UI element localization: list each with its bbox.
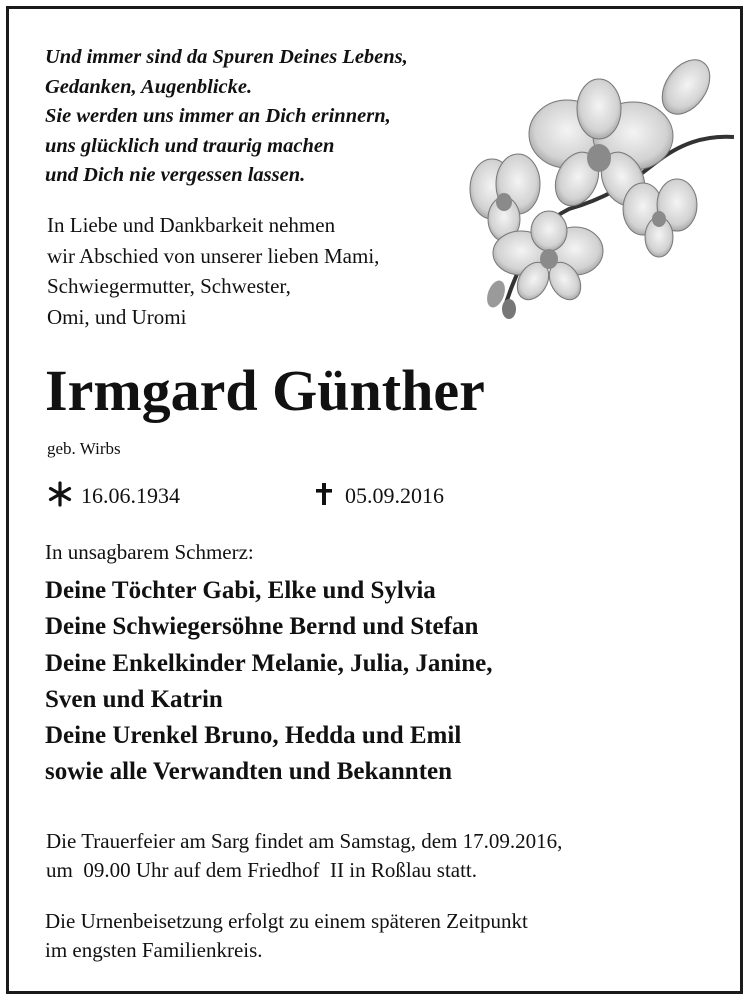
poem-line: uns glücklich und traurig machen: [45, 134, 335, 157]
poem-line: Und immer sind da Spuren Deines Lebens,: [45, 46, 408, 68]
poem-line: und Dich nie vergessen lassen.: [45, 164, 306, 186]
grief-line: In unsagbarem Schmerz:: [45, 540, 254, 564]
birth-date-group: [45, 481, 180, 511]
intro-line: Omi, und Uromi: [47, 304, 187, 329]
poem-line: Sie werden uns immer an Dich erinnern,: [45, 105, 391, 127]
mourners-list: [45, 573, 493, 791]
memorial-poem: [45, 43, 495, 191]
death-cross-icon: [309, 481, 339, 507]
mourner-line: Sven und Katrin: [45, 685, 223, 713]
intro-line: wir Abschied von unserer lieben Mami,: [47, 243, 380, 268]
intro-text: [47, 210, 379, 332]
mourner-line: Deine Enkelkinder Melanie, Julia, Janine,: [45, 649, 493, 677]
death-date: 05.09.2016: [345, 483, 444, 508]
birth-star-icon: [45, 481, 75, 507]
mourner-line: Deine Töchter Gabi, Elke und Sylvia: [45, 577, 436, 604]
birth-date: 16.06.1934: [81, 483, 180, 508]
orchid-image: [464, 59, 734, 319]
maiden-name: geb. Wirbs: [47, 439, 121, 458]
mourner-line: sowie alle Verwandten und Bekannten: [45, 758, 453, 786]
urn-burial-info: [45, 907, 528, 965]
notice-frame: [6, 6, 743, 994]
funeral-line: Die Trauerfeier am Sarg findet am Samstag, dem 17.09.2016,: [46, 829, 563, 853]
mourner-line: Deine Schwiegersöhne Bernd und Stefan: [45, 613, 479, 641]
funeral-info: [46, 827, 562, 885]
poem-line: Gedanken, Augenblicke.: [45, 75, 253, 98]
deceased-name: Irmgard Günther: [45, 358, 485, 423]
urn-line: im engsten Familienkreis.: [45, 938, 263, 962]
intro-line: Schwiegermutter, Schwester,: [47, 274, 291, 298]
funeral-line: um 09.00 Uhr auf dem Friedhof II in Roßlau statt.: [46, 858, 478, 882]
intro-line: In Liebe und Dankbarkeit nehmen: [47, 213, 336, 237]
death-date-group: [309, 481, 444, 511]
urn-line: Die Urnenbeisetzung erfolgt zu einem späteren Zeitpunkt: [45, 909, 528, 933]
mourner-line: Deine Urenkel Bruno, Hedda und Emil: [45, 722, 462, 750]
